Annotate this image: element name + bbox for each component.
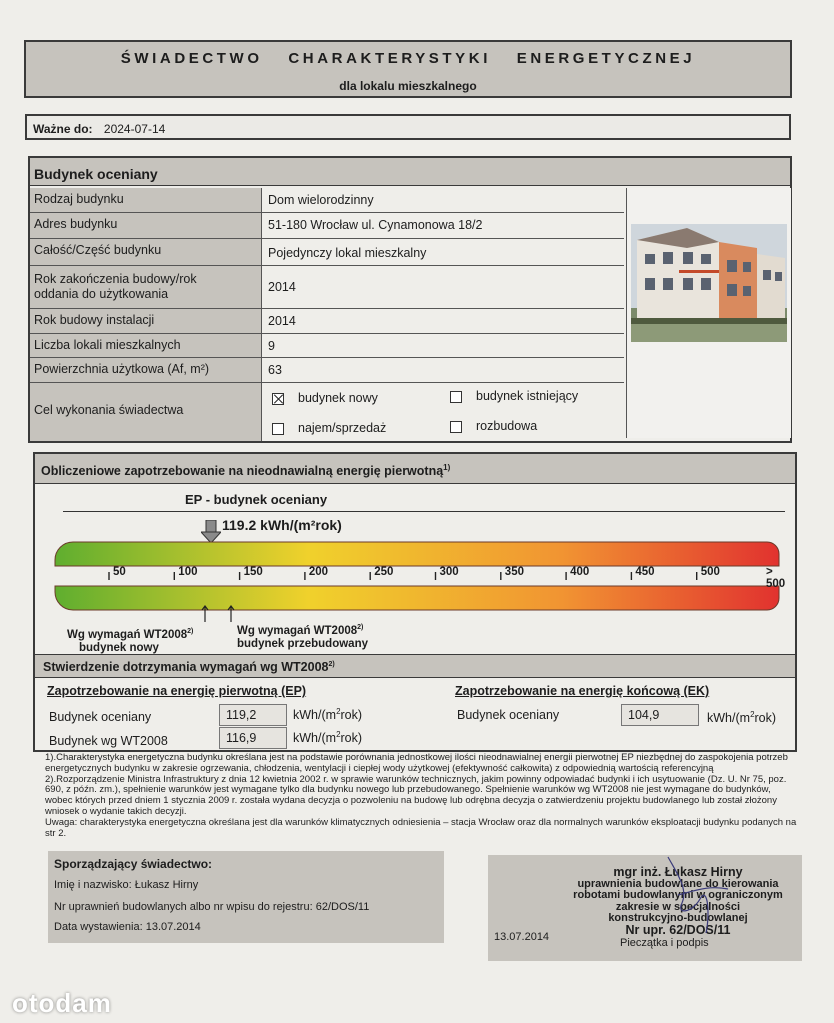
building-photo-image	[627, 188, 791, 438]
option-label: rozbudowa	[476, 419, 538, 433]
footnote-ref: 2)	[328, 660, 335, 668]
checkbox-icon[interactable]	[450, 421, 462, 433]
row-label: Rodzaj budynku	[30, 188, 262, 212]
stamp-line6: Nr upr. 62/DOS/11	[625, 922, 731, 937]
scale-label: 450	[635, 566, 655, 578]
option-existing-building[interactable]	[450, 389, 578, 403]
compliance-title	[35, 654, 795, 678]
row-label: Liczba lokali mieszkalnych	[30, 334, 262, 357]
building-row-installation-year	[30, 309, 624, 334]
building-section	[28, 156, 792, 443]
wt-rebuilt-note	[237, 621, 368, 651]
ek-row-label: Budynek oceniany	[457, 708, 560, 722]
validity-label: Ważne do:	[33, 122, 93, 136]
ep-value: 119.2 kWh/(m²rok)	[222, 517, 342, 533]
option-rent-sale[interactable]	[272, 421, 386, 435]
energy-section-title	[35, 454, 795, 484]
author-name-label: Imię i nazwisko:	[54, 879, 132, 891]
signature-icon	[648, 855, 738, 935]
ep-row-label: Budynek wg WT2008	[49, 734, 168, 748]
footnote-1: 1).Charakterystyka energetyczna budynku określana jest na podstawie porównania jednostkowej ilości nieodnawialnej energii pierwotnej EP niezbędnej do zaspokojenia potrzeb energetycznych budynku w zakresie ogrzewania, chłodzenia, wentylacji i ciepłej wody użytkowej (efektywność całkowita) z odpowiednią wartością referencyjną	[45, 752, 788, 774]
option-new-building[interactable]	[272, 391, 378, 405]
footnote-ref: 2)	[357, 624, 364, 631]
ek-heading: Zapotrzebowanie na energię końcową (EK)	[455, 684, 710, 698]
row-label-line2: oddania do użytkowania	[34, 287, 169, 301]
validity-field	[25, 114, 791, 140]
row-value: 63	[268, 363, 282, 377]
building-row-address	[30, 213, 624, 239]
row-label: Powierzchnia użytkowa (Af, m²)	[30, 358, 262, 382]
document-title: ŚWIADECTWO CHARAKTERYSTYKI ENERGETYCZNEJ	[120, 50, 696, 67]
row-value: 2014	[268, 314, 296, 328]
author-box	[48, 851, 444, 943]
watermark: otodam	[12, 988, 112, 1018]
author-name: Łukasz Hirny	[134, 879, 199, 891]
checkbox-icon[interactable]	[450, 391, 462, 403]
energy-scale	[49, 536, 783, 614]
scale-label: 250	[374, 566, 394, 578]
scale-bar-top	[55, 542, 779, 566]
ep-row-unit: kWh/$(m^2rok)$	[293, 730, 363, 746]
ek-row-unit: kWh/$(m^2rok)$	[707, 710, 777, 726]
option-extension[interactable]	[450, 419, 537, 433]
building-row-units	[30, 334, 624, 358]
author-heading: Sporządzający świadectwo:	[54, 857, 213, 871]
scale-label: 150	[243, 566, 263, 578]
author-issue-label: Data wystawienia:	[54, 921, 143, 933]
validity-date: 2024-07-14	[103, 122, 166, 136]
row-label-line1: Rok zakończenia budowy/rok	[34, 272, 197, 286]
row-value: 51-180 Wrocław ul. Cynamonowa 18/2	[268, 218, 483, 232]
scale-label: 50	[113, 566, 126, 578]
wt-rebuilt-line2: budynek przebudowany	[237, 637, 368, 650]
ep-row-unit: kWh/$(m^2rok)$	[293, 707, 363, 723]
ep-label: EP - budynek oceniany	[185, 492, 328, 507]
energy-section	[33, 452, 797, 752]
ek-row-value: 104,9	[621, 704, 699, 726]
building-row-area	[30, 358, 624, 383]
row-value: Dom wielorodzinny	[268, 193, 374, 207]
checkbox-checked-icon[interactable]	[272, 393, 284, 405]
stamp-line2: uprawnienia budowlane do kierowania	[577, 877, 779, 890]
row-label: Adres budynku	[30, 213, 262, 238]
building-row-type	[30, 188, 624, 213]
ep-row-value: 116,9	[219, 727, 287, 749]
footnote-ref: 1)	[443, 463, 451, 472]
row-label: Cel wykonania świadectwa	[30, 383, 262, 441]
row-label: Całość/Część budynku	[30, 239, 262, 265]
author-license: 62/DOS/11	[315, 901, 370, 913]
wt-rebuilt-line1: Wg wymagań WT2008	[237, 624, 358, 637]
stamp-line3: robotami budowlanymi w ograniczonym	[573, 889, 783, 901]
stamp-box	[488, 855, 802, 961]
wt-rebuilt-arrow-icon	[228, 606, 234, 622]
footnotes	[45, 753, 797, 839]
stamp-line4: zakresie w specjalności	[615, 900, 741, 913]
author-issue-date: 13.07.2014	[145, 921, 201, 933]
building-section-title: Budynek oceniany	[30, 158, 790, 186]
wt-new-line2: budynek nowy	[79, 641, 159, 654]
stamp-line5: konstrukcyjno-budowlanej	[608, 912, 748, 924]
author-license-label: Nr uprawnień budowlanych albo nr wpisu do rejestru:	[54, 901, 313, 913]
wt-new-note	[67, 625, 193, 655]
ep-divider	[63, 511, 785, 512]
footnote-ref: 2)	[187, 628, 194, 635]
stamp-date: 13.07.2014	[494, 931, 550, 943]
building-row-part	[30, 239, 624, 266]
option-label: najem/sprzedaż	[298, 421, 387, 435]
scale-label: 350	[504, 566, 524, 578]
building-row-purpose	[30, 383, 624, 441]
option-label: budynek nowy	[298, 391, 378, 405]
compliance-title-text: Stwierdzenie dotrzymania wymagań wg WT2008	[43, 660, 329, 674]
document-subtitle: dla lokalu mieszkalnego	[339, 79, 477, 93]
wt-new-line1: Wg wymagań WT2008	[67, 628, 188, 641]
option-label: budynek istniejący	[476, 389, 579, 403]
stamp-line1: mgr inż. Łukasz Hirny	[613, 865, 743, 879]
scale-label: > 500	[766, 566, 786, 590]
scale-label: 200	[308, 566, 329, 578]
row-value: 2014	[268, 280, 296, 294]
scale-bar-bottom	[55, 586, 779, 610]
author-name-line	[54, 879, 198, 891]
certificate-header	[24, 40, 792, 98]
author-license-line	[54, 901, 369, 913]
row-value: Pojedynczy lokal mieszkalny	[268, 246, 427, 260]
footnote-remark: Uwaga: charakterystyka energetyczna określana jest dla warunków klimatycznych odniesienia – stacja Wrocław oraz dla normalnych warunków eksploatacji budynku podanych na str 2.	[45, 816, 797, 839]
wt-new-arrow-icon	[202, 606, 208, 622]
footnote-2: 2).Rozporządzenie Ministra Infrastruktury z dnia 12 kwietnia 2002 r. w sprawie warunków technicznych, jakim powinny odpowiadać budynki i ich usytuowanie (Dz. U. Nr 75, poz. 690, z późn. zm.), spełnienie warunków jest wymagane tylko dla budynku nowego lub przebudowanego. Spełnienie warunków wg WT2008 nie jest wymagane do budynków, wobec których przed dniem 1 stycznia 2009 r. została wydana decyzja o pozwoleniu na budowę lub odrębna decyzja o zatwierdzeniu projektu budowlanego lub został złożony wniosek o wydanie takich decyzji.	[45, 773, 787, 817]
row-value: 9	[268, 339, 275, 353]
author-issue-line	[54, 921, 201, 933]
ep-heading: Zapotrzebowanie na energię pierwotną (EP)	[47, 684, 307, 698]
checkbox-icon[interactable]	[272, 423, 284, 435]
stamp-caption: Pieczątka i podpis	[620, 937, 709, 949]
energy-title-text: Obliczeniowe zapotrzebowanie na nieodnawialną energię pierwotną	[41, 464, 444, 479]
row-label: Rok budowy instalacji	[30, 309, 262, 333]
building-row-completion-year	[30, 266, 624, 309]
building-photo	[626, 188, 790, 438]
scale-label: 100	[178, 566, 198, 578]
scale-label: 400	[570, 566, 590, 578]
row-label	[30, 266, 262, 308]
scale-label: 500	[700, 566, 720, 578]
ep-row-label: Budynek oceniany	[49, 710, 152, 724]
scale-label: 300	[439, 566, 459, 578]
ep-row-value: 119,2	[219, 704, 287, 726]
